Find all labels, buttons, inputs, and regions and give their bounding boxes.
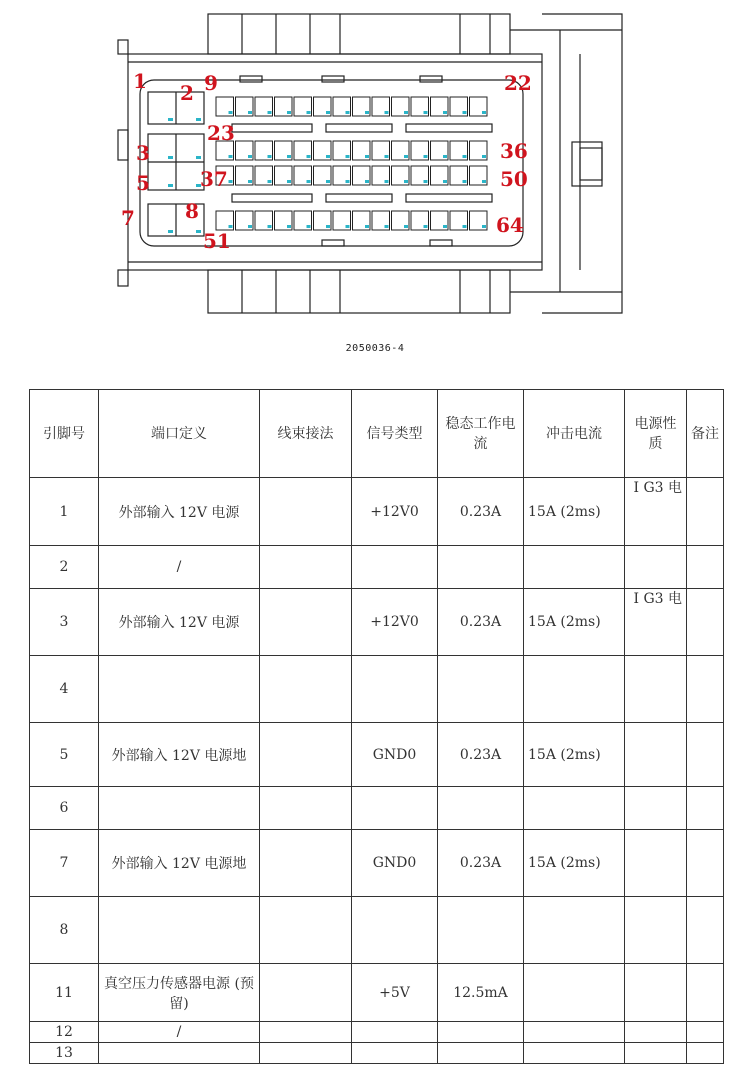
pin-cell: 6	[30, 787, 99, 830]
pin-cell: 3	[30, 589, 99, 656]
wiring-cell	[260, 546, 352, 589]
pin-marker	[229, 180, 233, 183]
signal-type-cell	[352, 897, 438, 964]
pin-marker	[268, 155, 272, 158]
pin-marker	[287, 225, 291, 228]
pin-marker	[404, 225, 408, 228]
part-number: 2050036-4	[345, 343, 405, 354]
wiring-cell	[260, 1022, 352, 1043]
pin-number-label: 50	[500, 167, 528, 191]
signal-type-cell: +5V	[352, 964, 438, 1022]
signal-type-cell	[352, 1022, 438, 1043]
table-row	[30, 1022, 724, 1043]
pin-marker	[268, 180, 272, 183]
signal-type-cell	[352, 546, 438, 589]
definition-cell: 真空压力传感器电源 (预留)	[99, 964, 260, 1022]
remark-cell	[687, 787, 724, 830]
pin-marker	[424, 111, 428, 114]
wiring-cell	[260, 478, 352, 546]
pin-number-label: 51	[203, 229, 231, 253]
steady-current-cell: 0.23A	[438, 723, 524, 787]
pin-marker	[287, 180, 291, 183]
pin-marker	[168, 156, 173, 159]
header-definition: 端口定义	[99, 390, 260, 478]
signal-type-cell: GND0	[352, 723, 438, 787]
table-row	[30, 787, 724, 830]
surge-current-cell	[524, 546, 625, 589]
pin-number-label: 1	[133, 69, 147, 93]
pin-cell: 7	[30, 830, 99, 897]
pin-cell: 5	[30, 723, 99, 787]
remark-cell	[687, 897, 724, 964]
header-remark: 备注	[687, 390, 724, 478]
definition-cell	[99, 1043, 260, 1064]
pin-marker	[404, 180, 408, 183]
pin-marker	[196, 230, 201, 233]
pin-marker	[443, 180, 447, 183]
remark-cell	[687, 656, 724, 723]
pin-marker	[307, 111, 311, 114]
wiring-cell	[260, 723, 352, 787]
pin-marker	[365, 111, 369, 114]
pin-marker	[482, 111, 486, 114]
pin-marker	[365, 180, 369, 183]
pin-marker	[385, 111, 389, 114]
pin-definition-table	[29, 389, 724, 1064]
pin-cell: 11	[30, 964, 99, 1022]
table-row	[30, 478, 724, 546]
pin-marker	[404, 111, 408, 114]
wiring-cell	[260, 787, 352, 830]
pin-marker	[346, 111, 350, 114]
steady-current-cell	[438, 1022, 524, 1043]
table-row	[30, 723, 724, 787]
definition-cell: 外部输入 12V 电源	[99, 478, 260, 546]
pin-marker	[168, 230, 173, 233]
remark-cell	[687, 478, 724, 546]
surge-current-cell	[524, 1022, 625, 1043]
power-nature-cell	[625, 546, 687, 589]
pin-marker	[248, 111, 252, 114]
power-nature-cell	[625, 656, 687, 723]
steady-current-cell	[438, 546, 524, 589]
surge-current-cell: 15A (2ms)	[524, 589, 625, 656]
signal-type-cell	[352, 787, 438, 830]
pin-number-label: 36	[500, 139, 528, 163]
signal-type-cell: +12V0	[352, 589, 438, 656]
pin-marker	[346, 180, 350, 183]
wiring-cell	[260, 656, 352, 723]
definition-cell: 外部输入 12V 电源地	[99, 830, 260, 897]
signal-type-cell: GND0	[352, 830, 438, 897]
pin-marker	[385, 180, 389, 183]
pin-marker	[443, 111, 447, 114]
power-nature-cell	[625, 787, 687, 830]
definition-cell: /	[99, 1022, 260, 1043]
pin-marker	[385, 225, 389, 228]
steady-current-cell: 0.23A	[438, 478, 524, 546]
pin-marker	[463, 111, 467, 114]
table-row	[30, 830, 724, 897]
signal-type-cell	[352, 1043, 438, 1064]
pin-cell: 4	[30, 656, 99, 723]
header-wiring: 线束接法	[260, 390, 352, 478]
surge-current-cell	[524, 656, 625, 723]
power-nature-cell	[625, 830, 687, 897]
pin-cell: 13	[30, 1043, 99, 1064]
pin-marker	[346, 225, 350, 228]
pin-number-label: 3	[136, 141, 150, 165]
pin-marker	[287, 155, 291, 158]
pin-number-label: 7	[121, 206, 135, 230]
pin-marker	[385, 155, 389, 158]
pin-number-label: 9	[204, 71, 218, 95]
surge-current-cell	[524, 787, 625, 830]
wiring-cell	[260, 830, 352, 897]
connector-diagram	[0, 0, 750, 330]
power-nature-cell	[625, 964, 687, 1022]
surge-current-cell: 15A (2ms)	[524, 723, 625, 787]
table-row	[30, 1043, 724, 1064]
pin-number-label: 8	[185, 199, 199, 223]
pin-marker	[307, 180, 311, 183]
pin-marker	[248, 225, 252, 228]
pin-marker	[365, 155, 369, 158]
power-nature-cell	[625, 1043, 687, 1064]
signal-type-cell: +12V0	[352, 478, 438, 546]
table-row	[30, 656, 724, 723]
pin-marker	[248, 155, 252, 158]
remark-cell	[687, 1043, 724, 1064]
pin-marker	[482, 155, 486, 158]
remark-cell	[687, 830, 724, 897]
definition-cell	[99, 897, 260, 964]
pin-marker	[229, 155, 233, 158]
definition-cell: 外部输入 12V 电源	[99, 589, 260, 656]
pin-number-label: 22	[504, 71, 532, 95]
steady-current-cell: 12.5mA	[438, 964, 524, 1022]
steady-current-cell: 0.23A	[438, 830, 524, 897]
header-pin: 引脚号	[30, 390, 99, 478]
pin-number-label: 5	[136, 171, 150, 195]
pin-marker	[307, 225, 311, 228]
pin-marker	[307, 155, 311, 158]
pin-marker	[443, 155, 447, 158]
remark-cell	[687, 1022, 724, 1043]
pin-number-label: 37	[200, 167, 228, 191]
table-header-row	[30, 390, 724, 478]
pin-marker	[463, 180, 467, 183]
pin-marker	[196, 156, 201, 159]
remark-cell	[687, 546, 724, 589]
definition-cell	[99, 787, 260, 830]
pin-cell: 8	[30, 897, 99, 964]
pin-marker	[196, 118, 201, 121]
pin-marker	[463, 225, 467, 228]
header-steady-current: 稳态工作电流	[438, 390, 524, 478]
definition-cell: /	[99, 546, 260, 589]
surge-current-cell	[524, 964, 625, 1022]
surge-current-cell	[524, 1043, 625, 1064]
steady-current-cell: 0.23A	[438, 589, 524, 656]
wiring-cell	[260, 589, 352, 656]
pin-marker	[326, 155, 330, 158]
header-power-nature: 电源性质	[625, 390, 687, 478]
pin-marker	[326, 180, 330, 183]
pin-number-label: 23	[207, 121, 235, 145]
pin-cell: 12	[30, 1022, 99, 1043]
pin-marker	[346, 155, 350, 158]
steady-current-cell	[438, 787, 524, 830]
power-nature-cell: I G3 电	[625, 478, 687, 546]
pin-marker	[424, 225, 428, 228]
pin-number-label: 2	[180, 81, 194, 105]
definition-cell: 外部输入 12V 电源地	[99, 723, 260, 787]
pin-marker	[229, 111, 233, 114]
surge-current-cell: 15A (2ms)	[524, 478, 625, 546]
power-nature-cell	[625, 1022, 687, 1043]
power-nature-cell	[625, 897, 687, 964]
pin-marker	[424, 155, 428, 158]
table-row	[30, 546, 724, 589]
pin-marker	[463, 155, 467, 158]
steady-current-cell	[438, 656, 524, 723]
power-nature-cell	[625, 723, 687, 787]
remark-cell	[687, 964, 724, 1022]
table-row	[30, 589, 724, 656]
pin-marker	[404, 155, 408, 158]
pin-marker	[168, 118, 173, 121]
table-row	[30, 897, 724, 964]
pin-marker	[268, 111, 272, 114]
surge-current-cell: 15A (2ms)	[524, 830, 625, 897]
pin-marker	[482, 225, 486, 228]
pin-marker	[287, 111, 291, 114]
pin-marker	[229, 225, 233, 228]
definition-cell	[99, 656, 260, 723]
pin-marker	[443, 225, 447, 228]
signal-type-cell	[352, 656, 438, 723]
pin-marker	[424, 180, 428, 183]
pin-marker	[326, 111, 330, 114]
pin-marker	[168, 184, 173, 187]
table-row	[30, 964, 724, 1022]
pin-marker	[248, 180, 252, 183]
steady-current-cell	[438, 897, 524, 964]
connector-drawing	[0, 0, 750, 330]
pin-marker	[482, 180, 486, 183]
header-surge-current: 冲击电流	[524, 390, 625, 478]
header-signal-type: 信号类型	[352, 390, 438, 478]
pin-cell: 1	[30, 478, 99, 546]
pin-marker	[326, 225, 330, 228]
wiring-cell	[260, 897, 352, 964]
power-nature-cell: I G3 电	[625, 589, 687, 656]
remark-cell	[687, 723, 724, 787]
pin-marker	[365, 225, 369, 228]
remark-cell	[687, 589, 724, 656]
pin-cell: 2	[30, 546, 99, 589]
surge-current-cell	[524, 897, 625, 964]
pin-number-label: 64	[496, 213, 524, 237]
wiring-cell	[260, 1043, 352, 1064]
pin-marker	[268, 225, 272, 228]
steady-current-cell	[438, 1043, 524, 1064]
wiring-cell	[260, 964, 352, 1022]
